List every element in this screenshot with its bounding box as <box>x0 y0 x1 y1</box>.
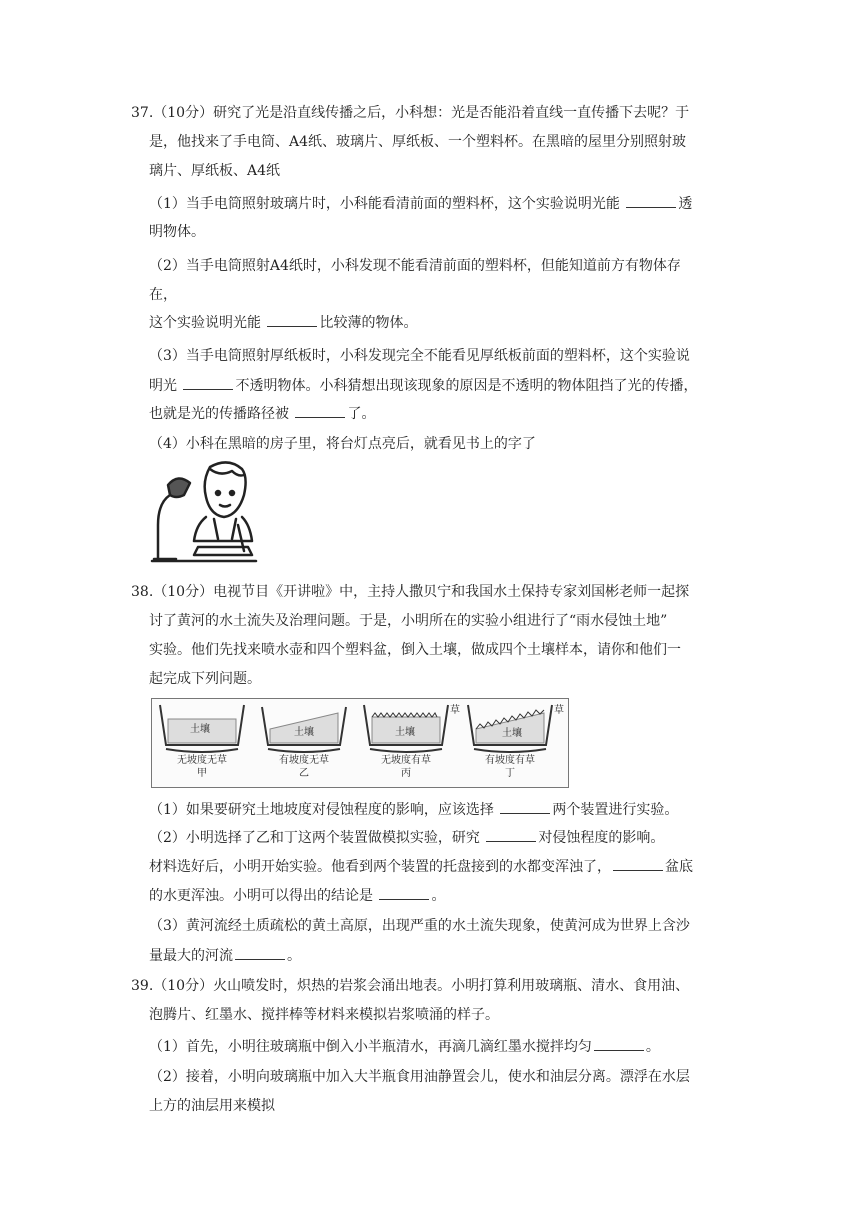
q39-part1: （1）首先，小明往玻璃瓶中倒入小半瓶清水，再滴几滴红墨水搅拌均匀 。 <box>149 1036 660 1057</box>
answer-blank[interactable] <box>613 856 663 871</box>
grass-label: 草 <box>450 705 460 716</box>
grass-label: 草 <box>554 705 564 716</box>
setup-name-bing: 丙 <box>401 768 411 779</box>
q37-part4: （4）小科在黑暗的房子里，将台灯点亮后，就看见书上的字了 <box>149 436 536 452</box>
q38-part1: （1）如果要研究土地坡度对侵蚀程度的影响，应该选择 两个装置进行实验。 <box>149 799 678 820</box>
setup-name-jia: 甲 <box>197 768 207 779</box>
answer-blank[interactable] <box>183 375 233 390</box>
q38-part3: （3）黄河流经土质疏松的黄土高原，出现严重的水土流失现象，使黄河成为世界上含沙 <box>149 918 690 934</box>
setup-desc-jia: 无坡度无草 <box>177 755 227 766</box>
q37-part1: （1）当手电筒照射玻璃片时，小科能看清前面的塑料杯，这个实验说明光能 透 <box>149 193 692 214</box>
q37-line-2: 是，他找来了手电筒、A4纸、玻璃片、厚纸板、一个塑料杯。在黑暗的屋里分别照射玻 <box>149 134 687 150</box>
answer-blank[interactable] <box>594 1036 644 1051</box>
setup-name-yi: 乙 <box>299 768 309 779</box>
q37-part3-line3: 也就是光的传播路径被 了。 <box>149 403 375 424</box>
q38-line-1: 38.（10分）电视节目《开讲啦》中，主持人撒贝宁和我国水土保持专家刘国彬老师一起探 <box>131 584 690 600</box>
q37-part2-line3: 这个实验说明光能 比较薄的物体。 <box>149 312 417 333</box>
q38-line-4: 起完成下列问题。 <box>149 671 261 687</box>
answer-blank[interactable] <box>379 885 429 900</box>
setup-desc-yi: 有坡度无草 <box>279 755 329 766</box>
setup-desc-ding: 有坡度有草 <box>485 755 535 766</box>
q37-part3-line2: 明光 不透明物体。小科猜想出现该现象的原因是不透明的物体阻挡了光的传播， <box>149 375 697 396</box>
q39-line-2: 泡腾片、红墨水、搅拌棒等材料来模拟岩浆喷涌的样子。 <box>149 1007 499 1023</box>
q39-part2: （2）接着，小明向玻璃瓶中加入大半瓶食用油静置会儿，使水和油层分离。漂浮在水层 <box>149 1069 690 1085</box>
answer-blank[interactable] <box>295 403 345 418</box>
q38-part2-line2: 材料选好后，小明开始实验。他看到两个装置的托盘接到的水都变浑浊了， 盆底 <box>149 856 693 877</box>
q37-line-3: 璃片、厚纸板、A4纸 <box>149 163 281 179</box>
q39-part2-line2: 上方的油层用来模拟 <box>149 1098 275 1114</box>
q37-part3: （3）当手电筒照射厚纸板时，小科发现完全不能看见厚纸板前面的塑料杯，这个实验说 <box>149 348 690 364</box>
answer-blank[interactable] <box>267 312 317 327</box>
q38-part2: （2）小明选择了乙和丁这两个装置做模拟实验，研究 对侵蚀程度的影响。 <box>149 827 664 848</box>
q37-part2: （2）当手电筒照射A4纸时，小科发现不能看清前面的塑料杯，但能知道前方有物体存 <box>149 258 681 274</box>
q37-part1-cont: 明物体。 <box>149 224 205 240</box>
soil-erosion-figure <box>151 698 569 788</box>
q39-line-1: 39.（10分）火山喷发时，炽热的岩浆会涌出地表。小明打算利用玻璃瓶、清水、食用油、 <box>131 978 690 994</box>
q37-line-1: 37.（10分）研究了光是沿直线传播之后，小科想：光是否能沿着直线一直传播下去呢？于 <box>131 105 690 121</box>
setup-desc-bing: 无坡度有草 <box>381 755 431 766</box>
soil-label: 土壤 <box>294 727 314 738</box>
soil-label: 土壤 <box>502 728 522 739</box>
answer-blank[interactable] <box>235 945 285 960</box>
q38-part3-line2: 量最大的河流 。 <box>149 945 301 966</box>
q38-part2-line3: 的水更浑浊。小明可以得出的结论是 。 <box>149 885 445 906</box>
q37-part2-cont: 在， <box>149 287 177 303</box>
soil-label: 土壤 <box>190 724 210 735</box>
desk-lamp-illustration <box>148 455 258 567</box>
soil-label: 土壤 <box>395 727 415 738</box>
setup-name-ding: 丁 <box>505 768 515 779</box>
answer-blank[interactable] <box>500 799 550 814</box>
q38-line-2: 讨了黄河的水土流失及治理问题。于是，小明所在的实验小组进行了“雨水侵蚀土地” <box>149 613 668 629</box>
q38-line-3: 实验。他们先找来喷水壶和四个塑料盆，倒入土壤，做成四个土壤样本，请你和他们一 <box>149 642 681 658</box>
answer-blank[interactable] <box>626 193 676 208</box>
answer-blank[interactable] <box>486 827 536 842</box>
